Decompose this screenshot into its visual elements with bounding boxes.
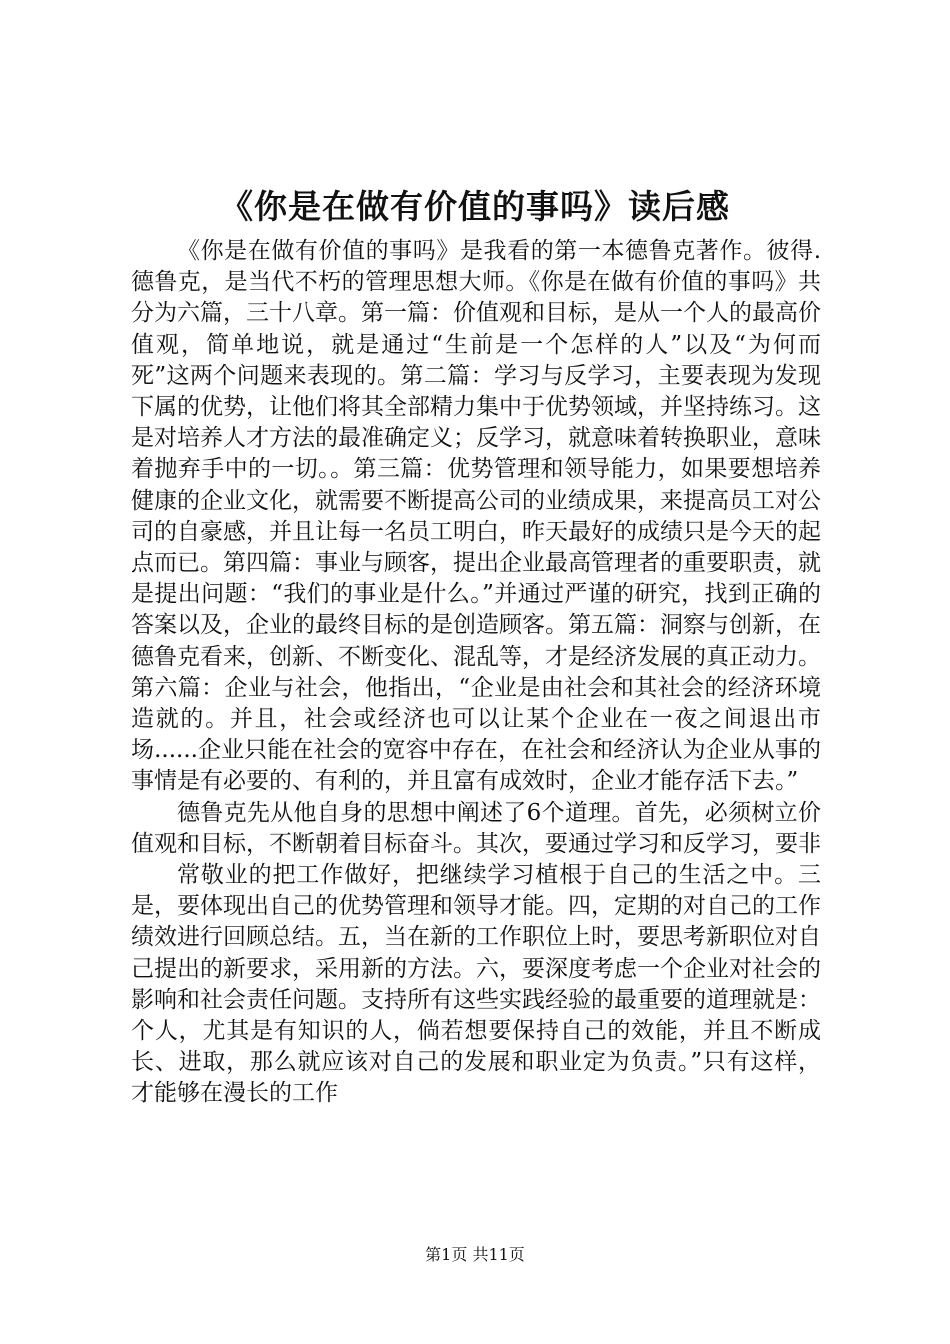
document-body <box>131 236 821 1110</box>
page-number-footer: 第1页 共11页 <box>425 1245 525 1264</box>
paragraph-1: 《你是在做有价值的事吗》是我看的第一本德鲁克著作。彼得.德鲁克，是当代不朽的管理思想大师。《你是在做有价值的事吗》共分为六篇，三十八章。第一篇：价值观和目标，是从一个人的最高价值观，简单地说，就是通过“生前是一个怎样的人”以及“为何而死”这两个问题来表现的。第二篇：学习与反学习，主要表现为发现下属的优势，让他们将其全部精力集中于优势领域，并坚持练习。这是对培养人才方法的最准确定义；反学习，就意味着转换职业，意味着抛弃手中的一切。。第三篇：优势管理和领导能力，如果要想培养健康的企业文化，就需要不断提高公司的业绩成果，来提高员工对公司的自豪感，并且让每一名员工明白，昨天最好的成绩只是今天的起点而已。第四篇：事业与顾客，提出企业最高管理者的重要职责，就是提出问题：“我们的事业是什么。”并通过严谨的研究，找到正确的答案以及，企业的最终目标的是创造顾客。第五篇：洞察与创新，在德鲁克看来，创新、不断变化、混乱等，才是经济发展的真正动力。第六篇：企业与社会，他指出，“企业是由社会和其社会的经济环境造就的。并且，社会或经济也可以让某个企业在一夜之间退出市场......企业只能在社会的宽容中存在，在社会和经济认为企业从事的事情是有必要的、有利的，并且富有成效时，企业才能存活下去。” <box>131 238 821 795</box>
paragraph-2: 德鲁克先从他自身的思想中阐述了6个道理。首先，必须树立价值观和目标，不断朝着目标奋斗。其次，要通过学习和反学习，要非 <box>131 799 821 857</box>
paragraph-3: 常敬业的把工作做好，把继续学习植根于自己的生活之中。三是，要体现出自己的优势管理和领导才能。四，定期的对自己的工作绩效进行回顾总结。五，当在新的工作职位上时，要思考新职位对自己提出的新要求，采用新的方法。六，要深度考虑一个企业对社会的影响和社会责任问题。支持所有这些实践经验的最重要的道理就是：个人，尤其是有知识的人，倘若想要保持自己的效能，并且不断成长、进取，那么就应该对自己的发展和职业定为负责。”只有这样，才能够在漫长的工作 <box>131 862 821 1107</box>
document-title: 《你是在做有价值的事吗》读后感 <box>220 187 730 226</box>
